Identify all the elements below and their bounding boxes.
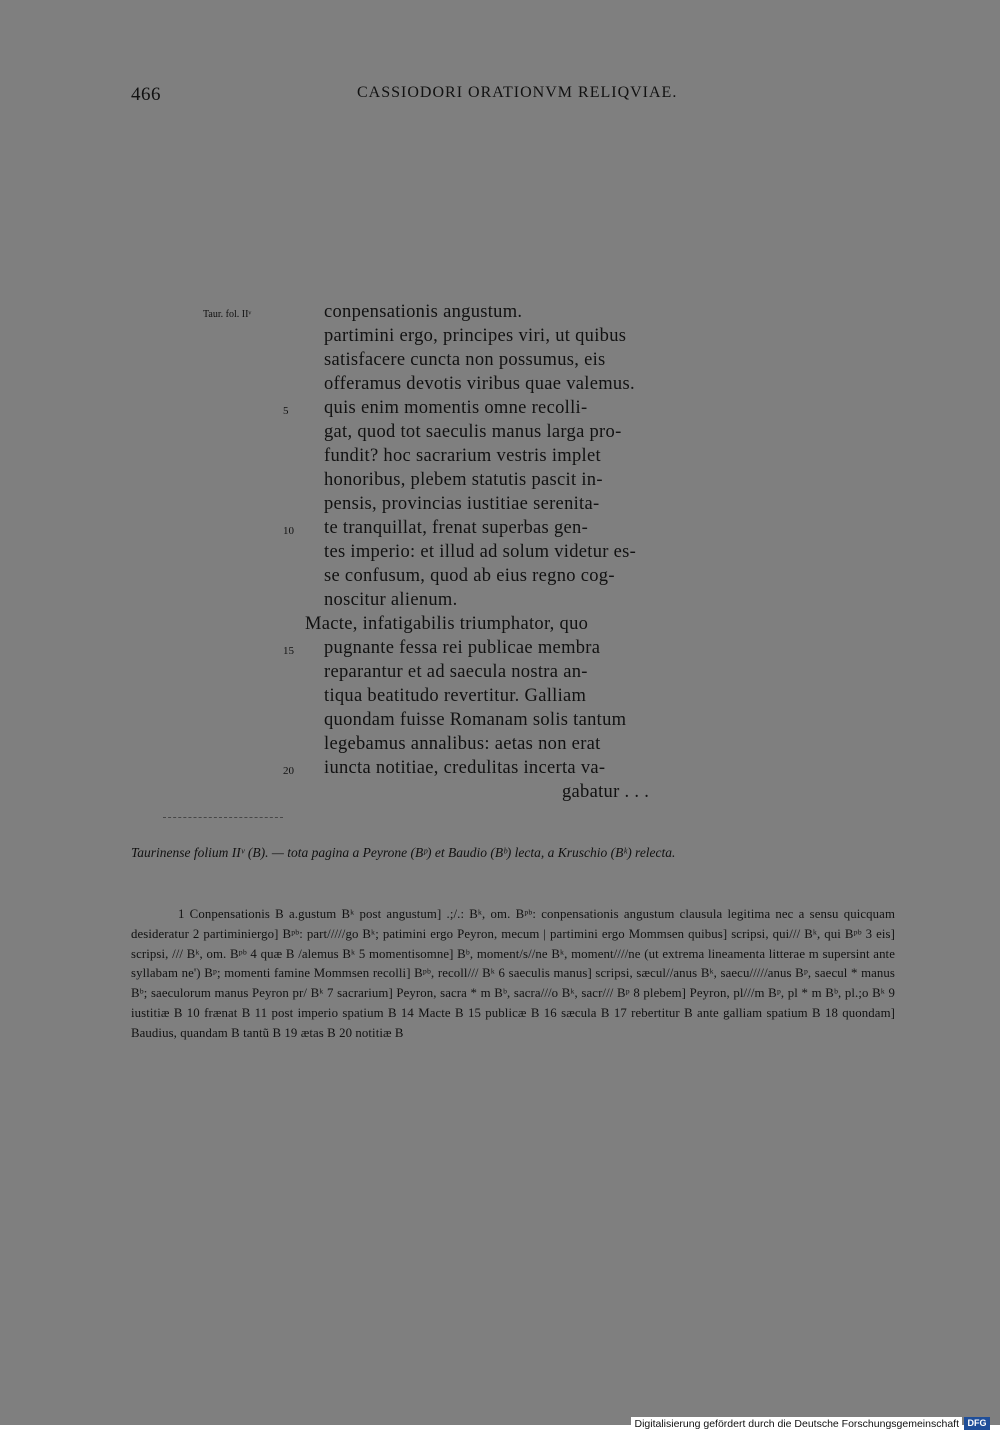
text-line: Macte, infatigabilis triumphator, quo (305, 614, 589, 634)
text-line: iuncta notitiae, credulitas incerta va- (324, 758, 606, 778)
line-number: 10 (283, 525, 294, 537)
text-line: quondam fuisse Romanam solis tantum (324, 710, 627, 730)
text-line: quis enim momentis omne recolli- (324, 398, 588, 418)
text-line: tiqua beatitudo revertitur. Galliam (324, 686, 587, 706)
text-line: reparantur et ad saecula nostra an- (324, 662, 588, 682)
text-line: noscitur alienum. (324, 590, 458, 610)
text-line: honoribus, plebem statutis pascit in- (324, 470, 603, 490)
text-line: partimini ergo, principes viri, ut quibus (324, 326, 627, 346)
text-line: pugnante fessa rei publicae membra (324, 638, 601, 658)
line-number: 15 (283, 645, 294, 657)
text-line: se confusum, quod ab eius regno cog- (324, 566, 615, 586)
footnote-rule (163, 817, 283, 818)
text-line: gat, quod tot saeculis manus larga pro- (324, 422, 622, 442)
page-number: 466 (131, 84, 161, 105)
text-line: satisfacere cuncta non possumus, eis (324, 350, 606, 370)
folio-note: Taur. fol. IIᵛ (203, 309, 252, 320)
footer-credit: Digitalisierung gefördert durch die Deutsche Forschungsgemeinschaft (631, 1417, 962, 1431)
text-line: pensis, provincias iustitiae serenita- (324, 494, 600, 514)
text-line: fundit? hoc sacrarium vestris implet (324, 446, 601, 466)
text-line: legebamus annalibus: aetas non erat (324, 734, 601, 754)
text-line: offeramus devotis viribus quae valemus. (324, 374, 635, 394)
line-number: 5 (283, 405, 289, 417)
running-head: CASSIODORI ORATIONVM RELIQVIAE. (357, 84, 678, 101)
text-line: gabatur . . . (562, 782, 650, 802)
dfg-logo-icon: DFG (964, 1417, 990, 1430)
text-line: conpensationis angustum. (324, 302, 523, 322)
critical-apparatus: 1 Conpensationis B a.gustum Bᵏ post angustum] .;/.: Bᵏ, om. Bᵖᵇ: conpensationis angustum clausula legitima nec a sensu quicquam desideratur 2 partiminiergo] Bᵖᵇ: part/////go Bᵏ; patimini ergo Peyron, mecum | partimini ergo Mommsen quibus] scripsi, qui/// Bᵏ, qui Bᵖᵇ 3 eis] scripsi, /// Bᵏ, om. Bᵖᵇ 4 quæ B /alemus Bᵏ 5 momentisomne] Bᵇ, moment/s//ne Bᵏ, moment////ne (ut extrema lineamenta litterae m supersint ante syllabam ne') Bᵖ; momenti famine Mommsen recolli] Bᵖᵇ, recoll/// Bᵏ 6 saeculis manus] scripsi, sæcul//anus Bᵏ, saecu/////anus Bᵖ, saecul * manus Bᵇ; saeculorum manus Peyron pr/ Bᵏ 7 sacrarium] Peyron, sacra * m Bᵇ, sacra///o Bᵏ, sacr/// Bᵖ 8 plebem] Peyron, pl///m Bᵖ, pl * m Bᵇ, pl.;o Bᵏ 9 iustitiæ B 10 frænat B 11 post imperio spatium B 14 Macte B 15 publicæ B 16 sæcula B 17 rebertitur B ante galliam spatium B 18 quondam] Baudius, quandam B tantũ B 19 ætas B 20 notitiæ B (131, 907, 895, 1040)
text-line: tes imperio: et illud ad solum videtur es- (324, 542, 637, 562)
source-note: Taurinense folium IIᵛ (B). — tota pagina a Peyrone (Bᵖ) et Baudio (Bᵇ) lecta, a Kruschio (Bᵏ) relecta. (131, 845, 676, 860)
text-line: te tranquillat, frenat superbas gen- (324, 518, 589, 538)
line-number: 20 (283, 765, 294, 777)
